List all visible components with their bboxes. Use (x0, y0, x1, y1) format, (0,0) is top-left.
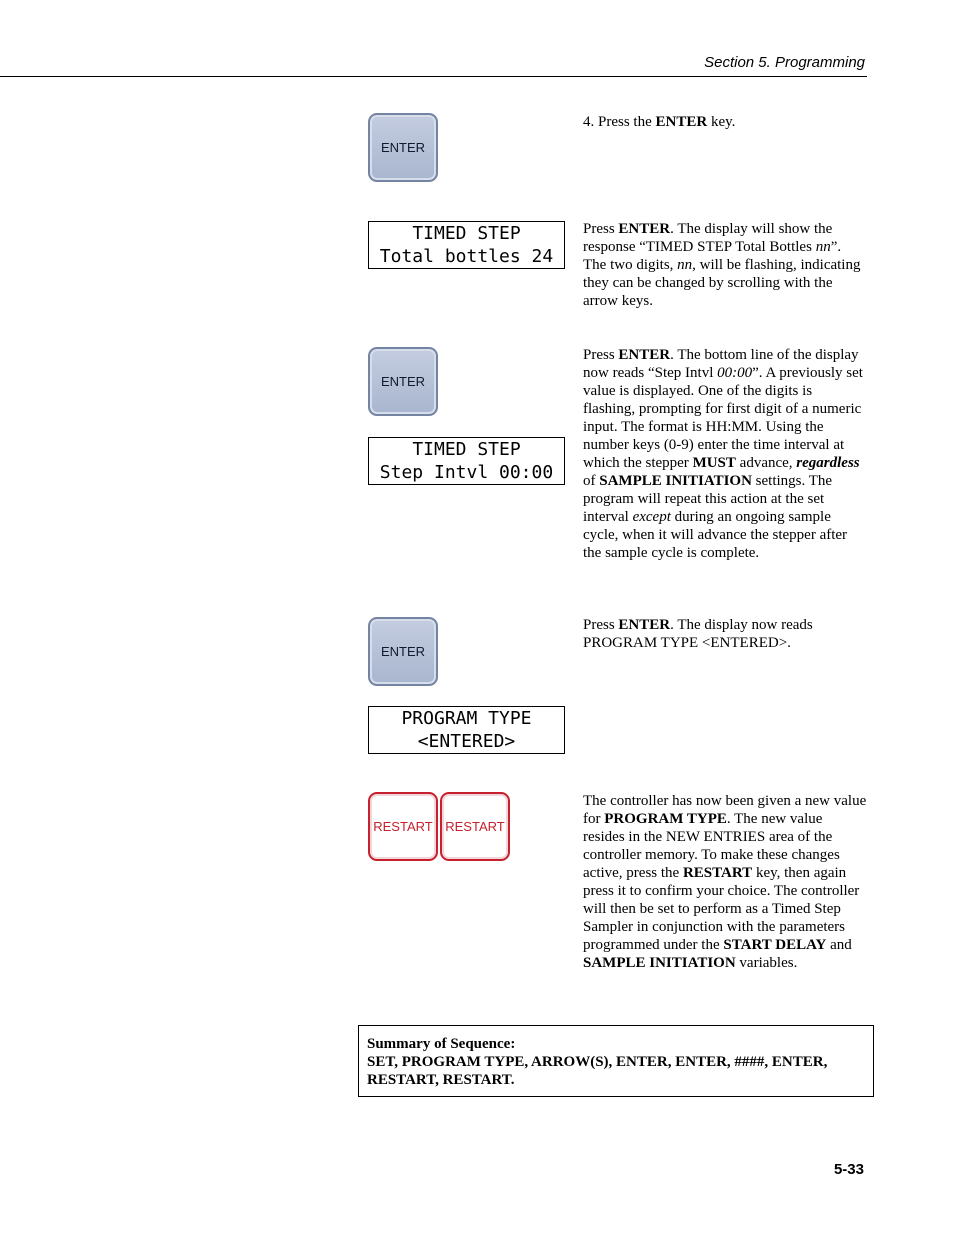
enter-key-image: ENTER (368, 617, 438, 686)
summary-sequence: SET, PROGRAM TYPE, ARROW(S), ENTER, ENTER, ####, ENTER, RESTART, RESTART. (367, 1054, 828, 1088)
enter-key-image: ENTER (368, 113, 438, 182)
program-type-text: Press ENTER. The display now reads PROGRAM TYPE <ENTERED>. (583, 617, 813, 651)
lcd-line-2: Step Intvl 00:00 (379, 462, 554, 483)
page-number: 5-33 (833, 1161, 864, 1178)
summary-title: Summary of Sequence: (367, 1036, 516, 1052)
lcd-line-1: TIMED STEP (412, 223, 521, 244)
step-interval-text: Press ENTER. The bottom line of the display now reads “Step Intvl 00:00”. A previously set value is displayed. One of the digits is flashing, prompting for first digit of a numeric input. The format is HH:MM. Using the number keys (0-9) enter the time interval at which the stepper MUST advance, regardless of SAMPLE INITIATION settings. The program will repeat this action at the set interval except during an ongoing sample cycle, when it will advance the stepper after the sample cycle is complete. (583, 347, 863, 561)
lcd-timed-step-bottles (368, 221, 565, 269)
total-bottles-text: Press ENTER. The display will show the response “TIMED STEP Total Bottles nn”. The two digits, nn, will be flashing, indicating they can be changed by scrolling with the arrow keys. (583, 221, 861, 309)
step-4-text: 4. Press the ENTER key. (583, 114, 736, 130)
lcd-line-2: <ENTERED> (417, 731, 516, 752)
restart-key-image: RESTART (440, 792, 510, 861)
header-rule (0, 76, 867, 77)
lcd-line-2: Total bottles 24 (379, 246, 554, 267)
enter-key-image: ENTER (368, 347, 438, 416)
section-header: Section 5. Programming (704, 54, 865, 71)
restart-text: The controller has now been given a new value for PROGRAM TYPE. The new value resides in the NEW ENTRIES area of the controller memory. To make these changes active, press the RESTART key, then again press it to confirm your choice. The controller will then be set to perform as a Timed Step Sampler in conjunction with the parameters programmed under the START DELAY and SAMPLE INITIATION variables. (583, 793, 867, 971)
restart-key-image: RESTART (368, 792, 438, 861)
lcd-timed-step-interval (368, 437, 565, 485)
lcd-line-1: TIMED STEP (412, 439, 521, 460)
lcd-program-type (368, 706, 565, 754)
lcd-line-1: PROGRAM TYPE (401, 708, 532, 729)
summary-box (358, 1025, 874, 1097)
